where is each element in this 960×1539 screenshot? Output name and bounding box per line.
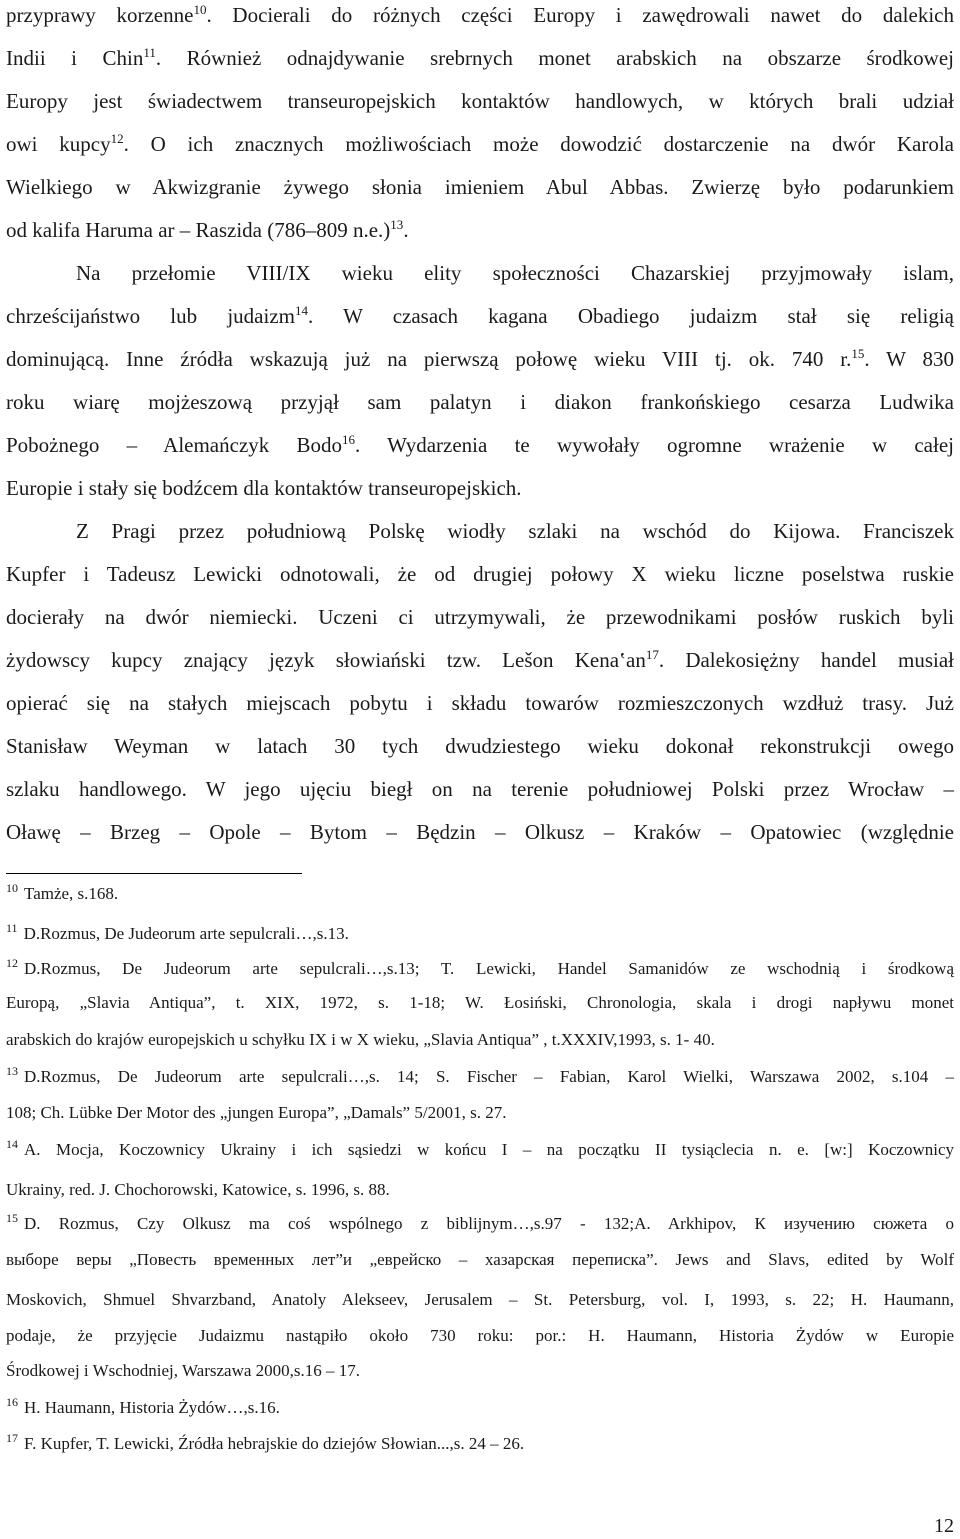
body-line: Wielkiego w Akwizgranie żywego słonia imieniem Abul Abbas. Zwierzę było podarunkiem [6, 175, 954, 199]
footnote-separator [6, 873, 302, 874]
footnote-text: выборе веры „Повесть временных лет”и „еврейско – хазарская переписка”. Jews and Slavs, edited by Wolf [6, 1250, 954, 1269]
footnote-text: A. Mocja, Koczownicy Ukrainy i ich sąsiedzi w końcu I – na początku II tysiąclecia n. e. [w:] Koczownicy [24, 1140, 954, 1159]
footnote-number: 11 [6, 921, 18, 936]
body-line: szlaku handlowego. W jego ujęciu biegł on na terenie południowej Polski przez Wrocław – [6, 777, 954, 801]
footnote-line [6, 1326, 954, 1346]
footnote-number: 15 [6, 1211, 18, 1226]
body-line: Kupfer i Tadeusz Lewicki odnotowali, że od drugiej połowy X wieku liczne poselstwa ruskie [6, 562, 954, 586]
body-line: Europie i stały się bodźcem dla kontaktów transeuropejskich. [6, 476, 522, 500]
body-line: opierać się na stałych miejscach pobytu i składu towarów rozmieszczonych wzdłuż trasy. Już [6, 691, 954, 715]
footnote-number: 17 [6, 1431, 18, 1446]
page-number: 12 [934, 1515, 954, 1537]
footnote-line [6, 1064, 954, 1087]
footnote-line [6, 881, 954, 904]
footnote-number: 12 [6, 956, 18, 971]
footnote-line [6, 1103, 954, 1123]
body-line: przyprawy korzenne$^{10}$. Docierali do różnych części Europy i zawędrowali nawet do dalekich [6, 2, 954, 27]
body-line: docierały na dwór niemiecki. Uczeni ci utrzymywali, że przewodnikami posłów ruskich byli [6, 605, 954, 629]
body-line: owi kupcy$^{12}$. O ich znacznych możliwościach może dowodzić dostarczenie na dwór Karola [6, 131, 954, 156]
footnote-line [6, 1361, 954, 1381]
footnote-text: D.Rozmus, De Judeorum arte sepulcrali…,s.13. [23, 924, 349, 943]
footnote-text: D.Rozmus, De Judeorum arte sepulcrali…,s. 14; S. Fischer – Fabian, Karol Wielki, Warszawa 2002, s.104 – [24, 1067, 954, 1086]
footnote-line [6, 1137, 954, 1160]
footnote-number: 16 [6, 1395, 18, 1410]
footnote-number: 14 [6, 1137, 18, 1152]
body-line: roku wiarę mojżeszową przyjął sam palatyn i diakon frankońskiego cesarza Ludwika [6, 390, 954, 414]
footnote-line [6, 1211, 954, 1234]
body-line: Oławę – Brzeg – Opole – Bytom – Będzin – Olkusz – Kraków – Opatowiec (względnie [6, 820, 954, 844]
footnote-text: Ukrainy, red. J. Chochorowski, Katowice, s. 1996, s. 88. [6, 1180, 390, 1199]
body-line: Stanisław Weyman w latach 30 tych dwudziestego wieku dokonał rekonstrukcji owego [6, 734, 954, 758]
footnote-text: Moskovich, Shmuel Shvarzband, Anatoly Alekseev, Jerusalem – St. Petersburg, vol. I, 1993, s. 22; H. Haumann, [6, 1290, 954, 1309]
footnote-line [6, 1395, 954, 1418]
body-line: Z Pragi przez południową Polskę wiodły szlaki na wschód do Kijowa. Franciszek [76, 519, 954, 543]
body-line: Na przełomie VIII/IX wieku elity społeczności Chazarskiej przyjmowały islam, [76, 261, 954, 285]
body-line: chrześcijaństwo lub judaizm$^{14}$. W czasach kagana Obadiego judaizm stał się religią [6, 303, 955, 328]
body-line: dominującą. Inne źródła wskazują już na pierwszą połowę wieku VIII tj. ok. 740 r.$^{15}$. W 830 [6, 346, 955, 371]
body-line: od kalifa Haruma ar – Raszida (786–809 n.e.)$^{13}$. [6, 217, 409, 242]
footnote-line [6, 1431, 954, 1454]
footnote-text: D. Rozmus, Czy Olkusz ma coś wspólnego z biblijnym…,s.97 - 132;A. Arkhipov, К изучению сюжета о [24, 1214, 954, 1233]
footnote-line [6, 956, 954, 979]
footnote-text: podaje, że przyjęcie Judaizmu nastąpiło około 730 roku: por.: H. Haumann, Historia Żydów w Europie [6, 1326, 954, 1345]
body-line: Indii i Chin$^{11}$. Również odnajdywanie srebrnych monet arabskich na obszarze środkowej [6, 45, 954, 70]
footnote-text: Tamże, s.168. [24, 884, 119, 903]
footnote-text: D.Rozmus, De Judeorum arte sepulcrali…,s.13; T. Lewicki, Handel Samanidów ze wschodnią i środkową [24, 959, 954, 978]
footnote-line [6, 921, 954, 944]
body-line: Europy jest świadectwem transeuropejskich kontaktów handlowych, w których brali udział [6, 89, 954, 113]
footnote-text: 108; Ch. Lübke Der Motor des „jungen Europa”, „Damals” 5/2001, s. 27. [6, 1103, 507, 1122]
footnote-number: 13 [6, 1064, 18, 1079]
footnote-text: Środkowej i Wschodniej, Warszawa 2000,s.16 – 17. [6, 1361, 361, 1380]
footnote-text: arabskich do krajów europejskich u schyłku IX i w X wieku, „Slavia Antiqua” , t.XXXIV,1993, s. 1- 40. [6, 1030, 715, 1049]
footnote-text: H. Haumann, Historia Żydów…,s.16. [24, 1398, 280, 1417]
footnote-line [6, 1030, 954, 1050]
footnote-text: Europą, „Slavia Antiqua”, t. XIX, 1972, s. 1-18; W. Łosiński, Chronologia, skala i drogi napływu monet [6, 993, 954, 1012]
footnote-text: F. Kupfer, T. Lewicki, Źródła hebrajskie do dziejów Słowian...,s. 24 – 26. [24, 1434, 525, 1453]
body-line: Pobożnego – Alemańczyk Bodo$^{16}$. Wydarzenia te wywołały ogromne wrażenie w całej [6, 432, 954, 457]
footnote-line [6, 1290, 954, 1310]
body-line: żydowscy kupcy znający język słowiański tzw. Lešon Kenaʽan$^{17}$. Dalekosiężny handel musiał [6, 647, 954, 672]
footnote-number: 10 [6, 881, 18, 896]
footnote-line [6, 993, 954, 1013]
footnote-line [6, 1250, 954, 1270]
footnote-line [6, 1180, 954, 1200]
